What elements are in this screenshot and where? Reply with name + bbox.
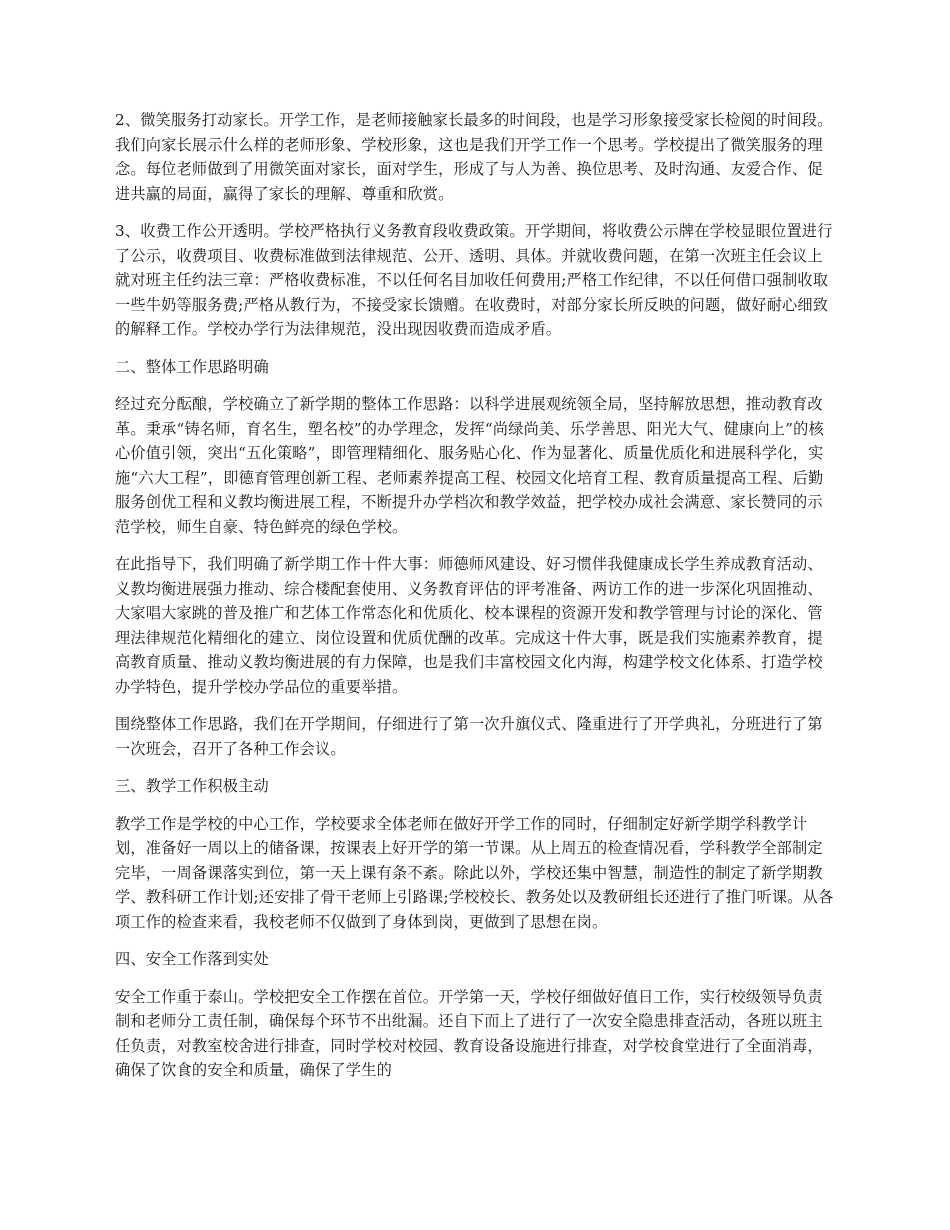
paragraph-opening-activities: 围绕整体工作思路，我们在开学期间，仔细进行了第一次升旗仪式、隆重进行了开学典礼，分班进行了第一次班会，召开了各种工作会议。: [115, 715, 823, 758]
document-page: [115, 108, 837, 1096]
paragraph-smile-service: 2、微笑服务打动家长。开学工作，是老师接触家长最多的时间段，也是学习形象接受家长检阅的时间段。我们向家长展示什么样的老师形象、学校形象，这也是我们开学工作一个思考。学校提出了微笑服务的理念。每位老师做到了用微笑面对家长，面对学生，形成了与人为善、换位思考、及时沟通、友爱合作、促进共赢的局面，赢得了家长的理解、尊重和欣赏。: [115, 111, 833, 203]
paragraph-safety: 安全工作重于泰山。学校把安全工作摆在首位。开学第一天，学校仔细做好值日工作，实行校级领导负责制和老师分工责任制，确保每个环节不出纰漏。还自下而上了进行了一次安全隐患排查活动，各班以班主任负责，对教室校舍进行排查，同时学校对校园、教育设备设施进行排查，对学校食堂进行了全面消毒，确保了饮食的安全和质量，确保了学生的: [115, 987, 823, 1079]
paragraph-overall-thinking: 经过充分酝酿，学校确立了新学期的整体工作思路：以科学进展观统领全局，坚持解放思想，推动教育改革。秉承“铸名师，育名生，塑名校”的办学理念，发挥“尚绿尚美、乐学善思、阳光大气、健康向上”的核心价值引领，突出“五化策略”，即管理精细化、服务贴心化、作为显著化、质量优质化和进展科学化，实施“六大工程”，即德育管理创新工程、老师素养提高工程、校园文化培育工程、教育质量提高工程、后勤服务创优工程和义教均衡进展工程，不断提升办学档次和教学效益，把学校办成社会满意、家长赞同的示范学校，师生自豪、特色鲜亮的绿色学校。: [115, 395, 824, 536]
section-heading-safety: 四、安全工作落到实处: [115, 950, 269, 968]
paragraph-fee-transparency: 3、收费工作公开透明。学校严格执行义务教育段收费政策。开学期间，将收费公示牌在学校显眼位置进行了公示，收费项目、收费标准做到法律规范、公开、透明、具体。并就收费问题，在第一次班主任会议上就对班主任约法三章：严格收费标准，不以任何名目加收任何费用;严格工作纪律，不以任何借口强制收取一些牛奶等服务费;严格从教行为，不接受家长馈赠。在收费时，对部分家长所反映的问题，做好耐心细致的解释工作。学校办学行为法律规范，没出现因收费而造成矛盾。: [115, 222, 833, 338]
paragraph-ten-tasks: 在此指导下，我们明确了新学期工作十件大事：师德师风建设、好习惯伴我健康成长学生养成教育活动、义教均衡进展强力推动、综合楼配套使用、义务教育评估的评考准备、两访工作的进一步深化巩固推动、大家唱大家跳的普及推广和艺体工作常态化和优质化、校本课程的资源开发和教学管理与讨论的深化、管理法律规范化精细化的建立、岗位设置和优质优酬的改革。完成这十件大事，既是我们实施素养教育，提高教育质量、推动义教均衡进展的有力保障，也是我们丰富校园文化内海，构建学校文化体系、打造学校办学特色，提升学校办学品位的重要举措。: [115, 555, 823, 696]
section-heading-overall-thinking: 二、整体工作思路明确: [115, 357, 269, 376]
paragraph-teaching: 教学工作是学校的中心工作，学校要求全体老师在做好开学工作的同时，仔细制定好新学期学科教学计划，准备好一周以上的储备课，按课表上好开学的第一节课。从上周五的检查情况看，学科教学全部制定完毕，一周备课落实到位，第一天上课有条不紊。除此以外，学校还集中智慧，制造性的制定了新学期教学、教科研工作计划;还安排了骨干老师上引路课;学校校长、教务处以及教研组长还进行了推门听课。从各项工作的检查来看，我校老师不仅做到了身体到岗，更做到了思想在岗。: [115, 814, 834, 931]
section-heading-teaching: 三、教学工作积极主动: [115, 777, 269, 795]
